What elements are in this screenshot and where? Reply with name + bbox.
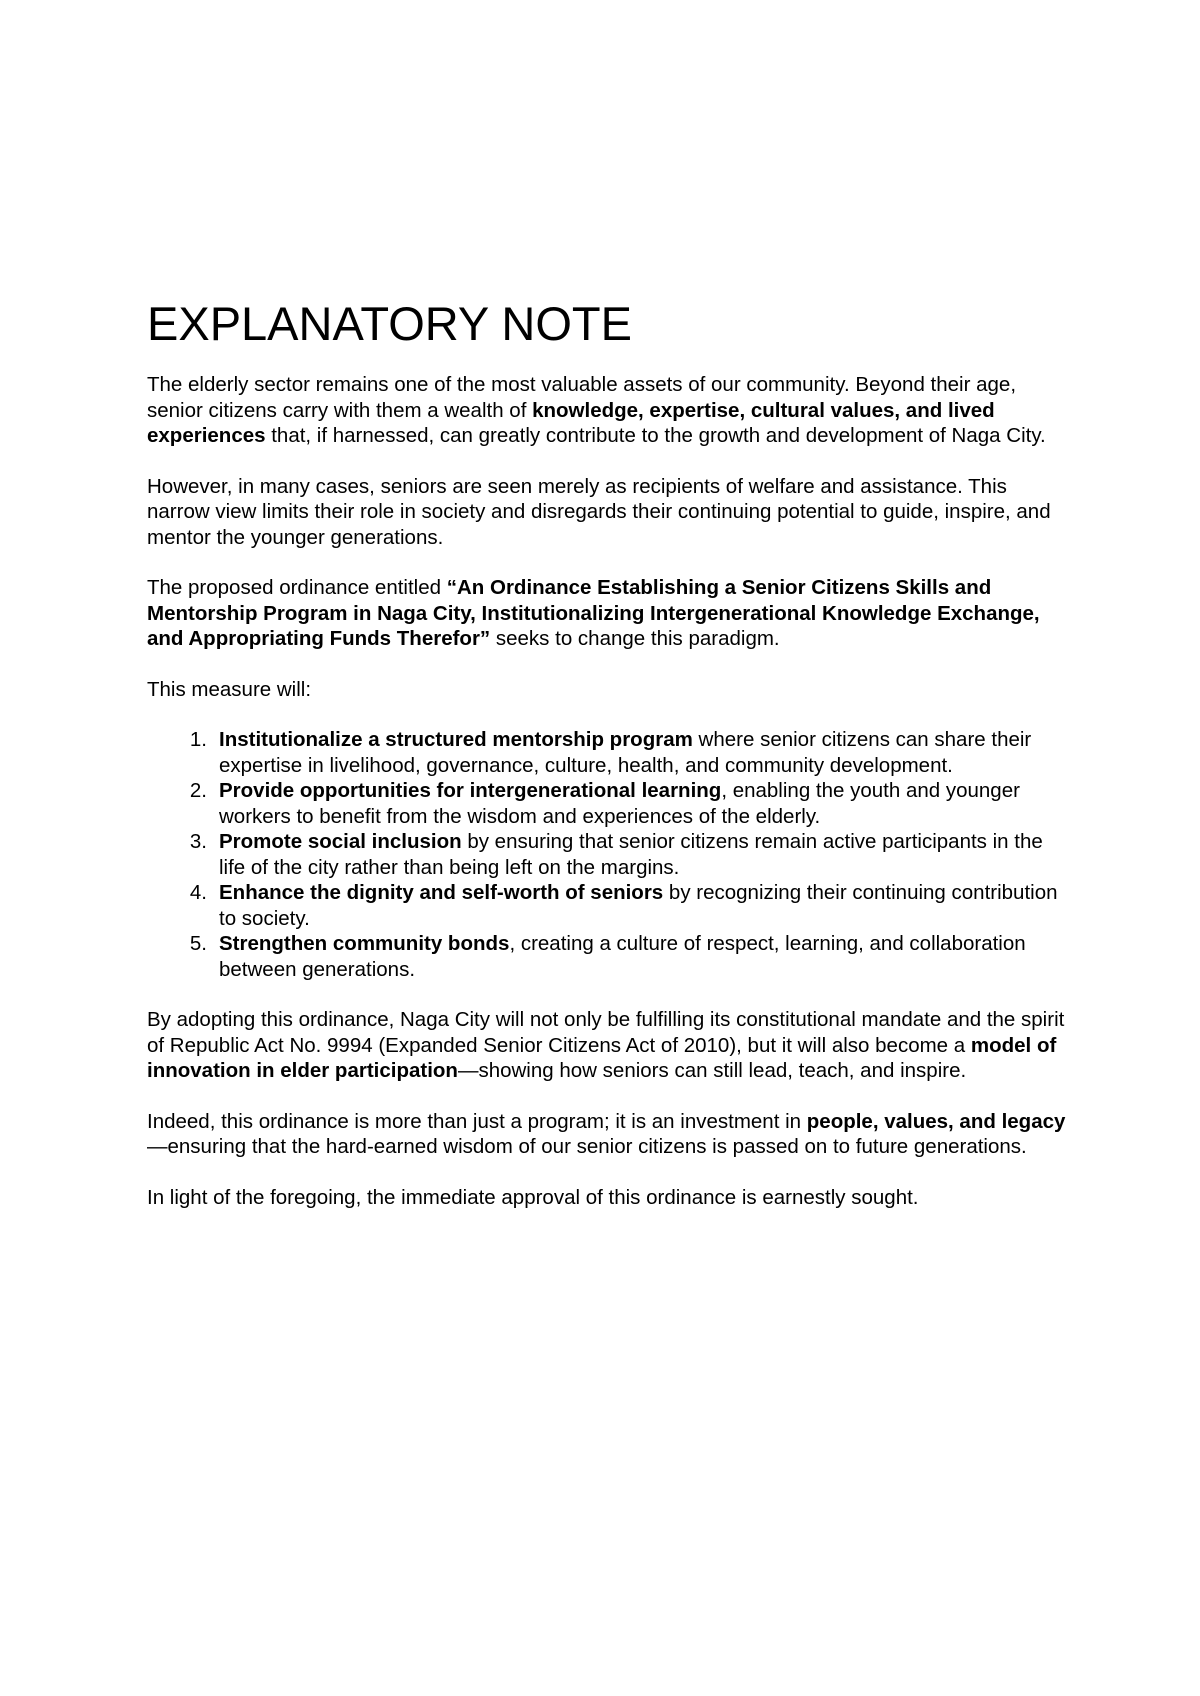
paragraph-ordinance-end: seeks to change this paradigm. [490,627,780,650]
paragraph-indeed [147,1109,1067,1160]
paragraph-intro-end: that, if harnessed, can greatly contribute to the growth and development of Naga City. [265,424,1046,447]
list-number: 2. [189,779,207,802]
list-item-rest: by ensuring that senior citizens remain active participants in the life of the city rather than being left on the margins. [219,830,1043,879]
list-item [147,931,1067,982]
paragraph-measure: This measure will: [147,677,312,701]
list-item-bold: Provide opportunities for intergenerational learning [219,779,722,802]
list-item [147,880,1067,931]
paragraph-adopting [147,1007,1067,1084]
list-item [147,829,1067,880]
document-page [147,296,1067,1235]
list-number: 4. [189,881,207,904]
list-item-bold: Strengthen community bonds [219,932,510,955]
list-item-bold: Enhance the dignity and self-worth of seniors [219,881,664,904]
list-number: 3. [189,830,207,853]
paragraph-intro [147,372,1067,449]
paragraph-indeed-bold: people, values, and legacy [806,1109,1066,1133]
list-item-rest: , creating a culture of respect, learning, and collaboration between generations. [219,932,1026,981]
list-number: 1. [189,728,207,751]
paragraph-indeed-end: —ensuring that the hard-earned wisdom of our senior citizens is passed on to future generations. [147,1135,1027,1158]
list-item-rest: by recognizing their continuing contribution to society. [219,881,1058,930]
paragraph-however: However, in many cases, seniors are seen merely as recipients of welfare and assistance. This narrow view limits their role in society and disregards their continuing potential to guide, inspire, and mentor the younger generations. [147,474,1051,549]
paragraph-indeed-text: Indeed, this ordinance is more than just a program; it is an investment in [147,1109,807,1133]
paragraph-adopting-bold: model of innovation in elder participation [147,1033,1057,1082]
paragraph-adopting-end: —showing how seniors can still lead, teach, and inspire. [457,1059,967,1082]
list-item-text [219,931,1067,982]
list-item-text [219,778,1067,829]
list-item-text [219,829,1067,880]
list-item-rest: , enabling the youth and younger workers to benefit from the wisdom and experiences of the elderly. [219,779,1020,828]
paragraph-intro-text: The elderly sector remains one of the most valuable assets of our community. Beyond their age, senior citizens carry with them a wealth of [147,373,1017,422]
list-item [147,778,1067,829]
paragraph-closing: In light of the foregoing, the immediate approval of this ordinance is earnestly sought. [147,1185,919,1209]
list-item-text [219,727,1067,778]
paragraph-intro-bold: knowledge, expertise, cultural values, and lived experiences [147,398,995,447]
measure-list [147,727,1067,982]
paragraph-ordinance-lead: The proposed ordinance entitled [147,576,447,599]
paragraph-ordinance-title [147,575,1067,652]
list-number: 5. [189,932,207,955]
list-item [147,727,1067,778]
page-title: EXPLANATORY NOTE [147,297,632,350]
list-item-rest: where senior citizens can share their expertise in livelihood, governance, culture, health, and community development. [219,728,1032,777]
list-item-text [219,880,1067,931]
ordinance-title-bold: “An Ordinance Establishing a Senior Citizens Skills and Mentorship Program in Naga City, Institutionalizing Intergenerational Knowledge Exchange, and Appropriating Funds Therefor” [147,576,1040,650]
list-item-bold: Promote social inclusion [219,830,462,853]
list-item-bold: Institutionalize a structured mentorship program [219,728,693,751]
paragraph-adopting-text: By adopting this ordinance, Naga City will not only be fulfilling its constitutional mandate and the spirit of Republic Act No. 9994 (Expanded Senior Citizens Act of 2010), but it will also become a [147,1008,1065,1057]
